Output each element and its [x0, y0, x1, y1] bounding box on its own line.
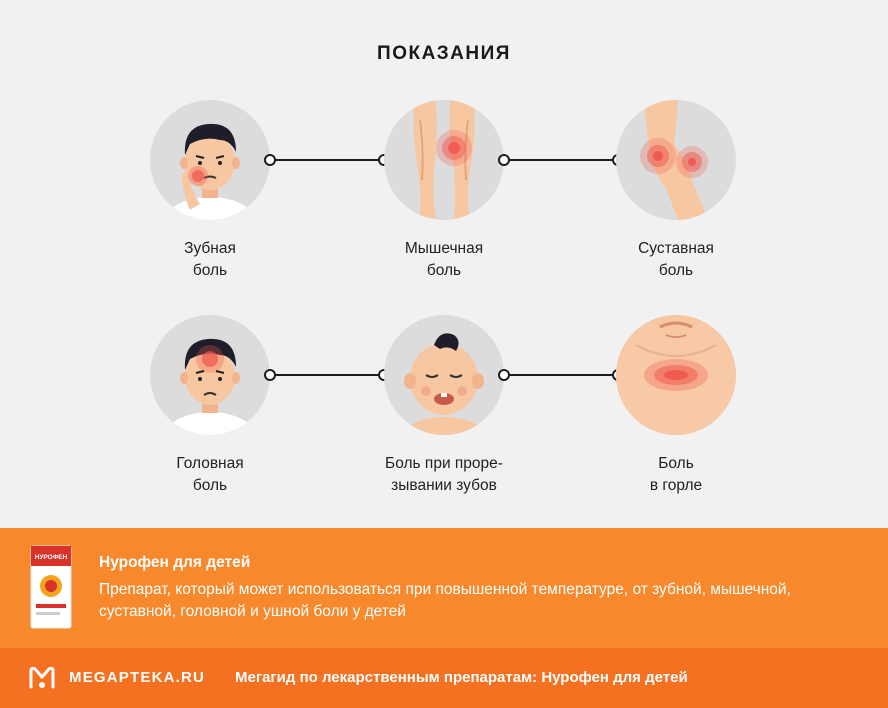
footer [0, 648, 888, 708]
sore-throat-icon [616, 315, 736, 435]
caption-joint-pain: Суставная боль [638, 240, 714, 279]
muscle-pain-icon [384, 100, 504, 220]
brand-name[interactable]: MEGAPTEKA.RU [69, 669, 206, 686]
connector-3 [264, 369, 390, 381]
caption-toothache: Зубная боль [184, 240, 236, 279]
connector-1 [264, 154, 390, 166]
footer-tagline: Мегагид по лекарственным препаратам: Нурофен для детей [235, 669, 688, 686]
product-description: Препарат, который может использоваться при повышенной температуре, от зубной, мышечной, суставной, головной и ушной боли у детей [99, 581, 791, 620]
pack-label: НУРОФЕН [34, 554, 68, 561]
joint-pain-icon [616, 100, 736, 220]
caption-sore-throat: Боль в горле [649, 455, 703, 494]
caption-headache: Головная боль [176, 455, 244, 494]
teething-baby-icon [384, 315, 504, 435]
product-info-band [0, 528, 888, 648]
toothache-icon [150, 100, 270, 220]
connector-4 [498, 369, 624, 381]
product-name: Нурофен для детей [99, 554, 251, 571]
headache-icon [150, 315, 270, 435]
caption-muscle-pain: Мышечная боль [404, 240, 484, 279]
page-title: ПОКАЗАНИЯ [377, 43, 511, 64]
caption-teething: Боль при проре- зывании зубов [385, 455, 503, 494]
connector-2 [498, 154, 624, 166]
megapteka-logo-icon [28, 665, 56, 691]
medicine-box-icon [30, 544, 72, 630]
